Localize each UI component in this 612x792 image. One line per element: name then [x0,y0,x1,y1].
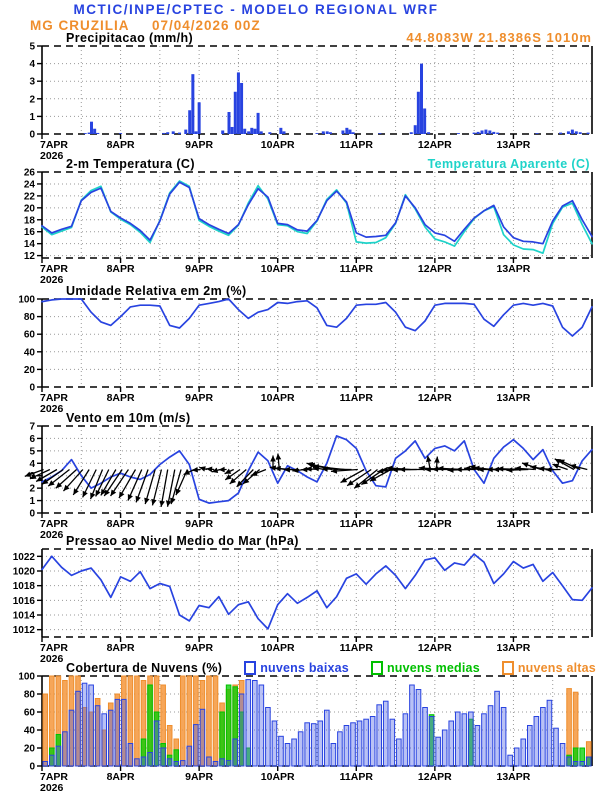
svg-text:12: 12 [23,251,35,263]
svg-text:6: 6 [29,433,35,445]
mid-clouds-label: nuvens medias [386,661,480,675]
legend-item-low-clouds [244,661,349,675]
svg-text:8APR: 8APR [106,392,135,404]
svg-text:12APR: 12APR [417,392,452,404]
svg-text:9APR: 9APR [185,392,214,404]
svg-text:10APR: 10APR [260,518,295,530]
legend-item-high-clouds [502,661,596,675]
high-clouds-swatch [502,661,514,675]
apparent-temperature-title: Temperatura Aparente (C) [427,157,590,171]
svg-text:0: 0 [29,508,35,520]
temperature-plot [24,168,592,287]
svg-text:22: 22 [23,191,35,203]
svg-text:2026: 2026 [40,782,64,792]
legend-item-mid-clouds [371,661,480,675]
svg-text:12APR: 12APR [417,771,452,783]
svg-text:8APR: 8APR [106,518,135,530]
svg-text:7APR: 7APR [40,642,69,654]
svg-text:9APR: 9APR [185,771,214,783]
pressure-plot [13,549,592,665]
svg-text:0: 0 [29,761,35,773]
precipitation-plot [29,42,592,163]
svg-text:7: 7 [29,421,35,433]
svg-text:60: 60 [23,707,35,719]
svg-text:0: 0 [29,129,35,141]
svg-text:7APR: 7APR [40,518,69,530]
svg-text:0: 0 [29,382,35,394]
svg-text:26: 26 [23,167,35,179]
svg-text:8APR: 8APR [106,139,135,151]
svg-text:8APR: 8APR [106,642,135,654]
svg-text:4: 4 [29,59,35,71]
svg-text:4: 4 [29,458,35,470]
pressure-title: Pressao ao Nivel Medio do Mar (hPa) [66,534,299,548]
clouds-plot [18,672,592,792]
svg-text:8APR: 8APR [106,771,135,783]
svg-text:11APR: 11APR [339,771,373,783]
svg-text:24: 24 [23,179,35,191]
svg-text:80: 80 [23,689,35,701]
svg-text:8APR: 8APR [106,263,135,275]
svg-text:100: 100 [18,294,35,306]
svg-text:20: 20 [23,364,35,376]
svg-text:3: 3 [29,76,35,88]
svg-text:10APR: 10APR [260,263,295,275]
svg-text:2: 2 [29,94,35,106]
svg-text:5: 5 [29,446,35,458]
svg-text:12APR: 12APR [417,518,452,530]
location-coords: 44.8083W 21.8386S 1010m [406,30,592,45]
wind-title: Vento em 10m (m/s) [66,411,191,425]
station-label: MG CRUZILIA [30,18,130,33]
svg-text:100: 100 [18,671,35,683]
svg-text:20: 20 [23,743,35,755]
svg-text:9APR: 9APR [185,263,214,275]
svg-text:9APR: 9APR [185,139,214,151]
humidity-title: Umidade Relativa em 2m (%) [66,284,247,298]
svg-text:2: 2 [29,483,35,495]
svg-text:11APR: 11APR [339,518,373,530]
svg-text:1018: 1018 [12,581,35,593]
svg-text:13APR: 13APR [496,392,531,404]
svg-text:1022: 1022 [12,551,35,563]
svg-text:7APR: 7APR [40,263,69,275]
svg-text:10APR: 10APR [260,771,295,783]
svg-text:12APR: 12APR [417,263,452,275]
svg-text:11APR: 11APR [339,263,373,275]
svg-text:13APR: 13APR [496,263,531,275]
svg-text:1: 1 [29,496,35,508]
svg-text:10APR: 10APR [260,392,295,404]
svg-text:20: 20 [23,203,35,215]
svg-text:1012: 1012 [12,625,35,637]
precipitation-title: Precipitacao (mm/h) [66,31,194,45]
svg-text:11APR: 11APR [339,392,373,404]
svg-text:7APR: 7APR [40,139,69,151]
svg-text:7APR: 7APR [40,392,69,404]
svg-text:12APR: 12APR [417,642,452,654]
run-datetime: 07/04/2026 00Z [152,18,261,33]
svg-text:2026: 2026 [40,403,64,415]
svg-text:80: 80 [23,312,35,324]
svg-text:18: 18 [23,215,35,227]
svg-text:13APR: 13APR [496,518,531,530]
svg-text:40: 40 [23,725,35,737]
low-clouds-swatch [244,661,256,675]
mid-clouds-swatch [371,661,383,675]
svg-text:5: 5 [29,41,35,53]
svg-text:1014: 1014 [12,610,35,622]
svg-text:11APR: 11APR [339,642,373,654]
svg-text:9APR: 9APR [185,518,214,530]
low-clouds-label: nuvens baixas [260,661,349,675]
svg-text:40: 40 [23,347,35,359]
humidity-plot [18,295,592,416]
page-title: MCTIC/INPE/CPTEC - MODELO REGIONAL WRF [73,2,439,17]
svg-text:2026: 2026 [40,150,64,162]
svg-text:1016: 1016 [12,595,35,607]
svg-text:13APR: 13APR [496,771,531,783]
svg-text:11APR: 11APR [339,139,373,151]
svg-text:1: 1 [29,111,35,123]
svg-text:12APR: 12APR [417,139,452,151]
svg-text:2026: 2026 [40,274,64,286]
svg-text:1020: 1020 [12,566,35,578]
svg-text:13APR: 13APR [496,642,531,654]
high-clouds-label: nuvens altas [517,661,596,675]
temperature-title: 2-m Temperatura (C) [66,157,195,171]
svg-text:13APR: 13APR [496,139,531,151]
clouds-title: Cobertura de Nuvens (%) [66,661,223,675]
svg-text:9APR: 9APR [185,642,214,654]
clouds-title-row [66,661,596,675]
svg-text:16: 16 [23,227,35,239]
svg-text:14: 14 [23,239,35,251]
svg-text:2026: 2026 [40,653,64,665]
svg-text:60: 60 [23,329,35,341]
svg-text:10APR: 10APR [260,139,295,151]
svg-text:10APR: 10APR [260,642,295,654]
svg-text:2026: 2026 [40,529,64,541]
svg-text:7APR: 7APR [40,771,69,783]
wind-plot [25,422,592,542]
